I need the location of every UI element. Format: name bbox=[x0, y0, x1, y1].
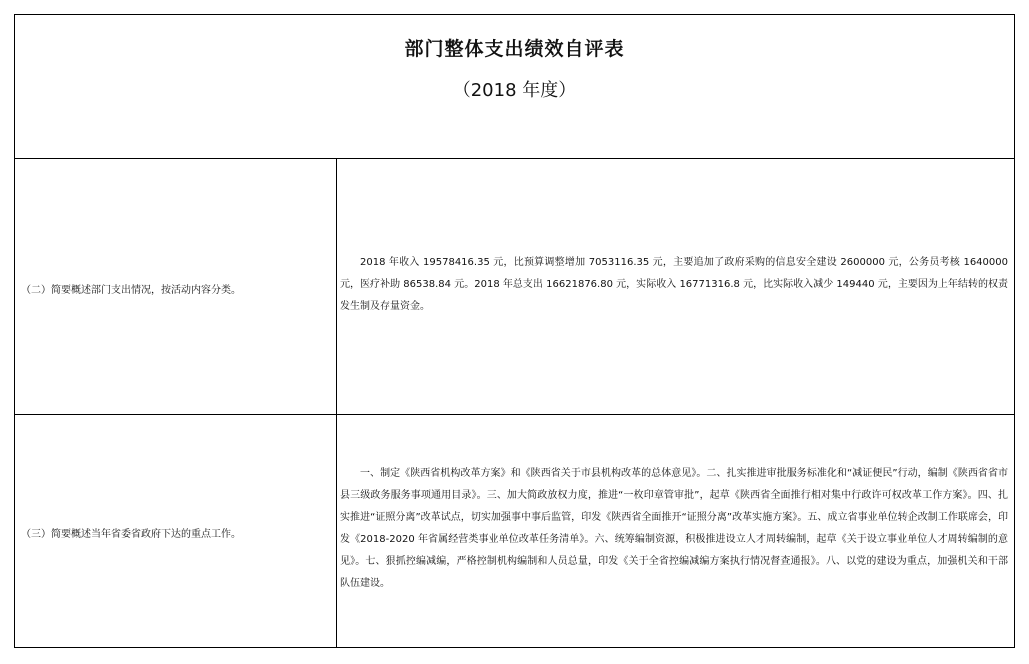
row-content-cell bbox=[338, 415, 1014, 647]
page-title: 部门整体支出绩效自评表 bbox=[404, 38, 625, 60]
table-row bbox=[15, 415, 1014, 647]
row-label: （三）简要概述当年省委省政府下达的重点工作。 bbox=[21, 529, 241, 540]
page-subtitle: （2018 年度） bbox=[452, 80, 577, 101]
row-label-cell bbox=[15, 159, 337, 414]
row-label-cell bbox=[15, 415, 337, 647]
evaluation-table bbox=[14, 14, 1015, 648]
row-content: 一、制定《陕西省机构改革方案》和《陕西省关于市县机构改革的总体意见》。二、扎实推进审批服务标准化和“减证便民”行动，编制《陕西省省市县三级政务服务事项通用目录》。三、加大简政放权力度，推进“一枚印章管审批”，起草《陕西省全面推行相对集中行政许可权改革工作方案》。四、扎实推进“证照分离”改革试点，切实加强事中事后监管，印发《陕西省全面推开“证照分离”改革实施方案》。五、成立省事业单位转企改制工作联席会，印发《2018-2020 年省属经营类事业单位改革任务清单》。六、统筹编制资源，积极推进设立人才周转编制，起草《关于设立事业单位人才周转编制的意见》。七、狠抓控编减编，严格控制机构编制和人员总量，印发《关于全省控编减编方案执行情况督查通报》。八、以党的建设为重点，加强机关和干部队伍建设。 bbox=[340, 468, 1008, 589]
table-header bbox=[15, 15, 1014, 159]
table-row bbox=[15, 159, 1014, 415]
row-content-cell bbox=[338, 159, 1014, 414]
row-label: （二）简要概述部门支出情况，按活动内容分类。 bbox=[21, 285, 241, 296]
row-content: 2018 年收入 19578416.35 元，比预算调整增加 7053116.35 元，主要追加了政府采购的信息安全建设 2600000 元，公务员考核 1640000 元，医疗补助 86538.84 元。2018 年总支出 16621876.80 元，实际收入 16771316.8 元，比实际收入减少 149440 元，主要因为上年结转的权责发生制及存量资金。 bbox=[340, 257, 1008, 312]
